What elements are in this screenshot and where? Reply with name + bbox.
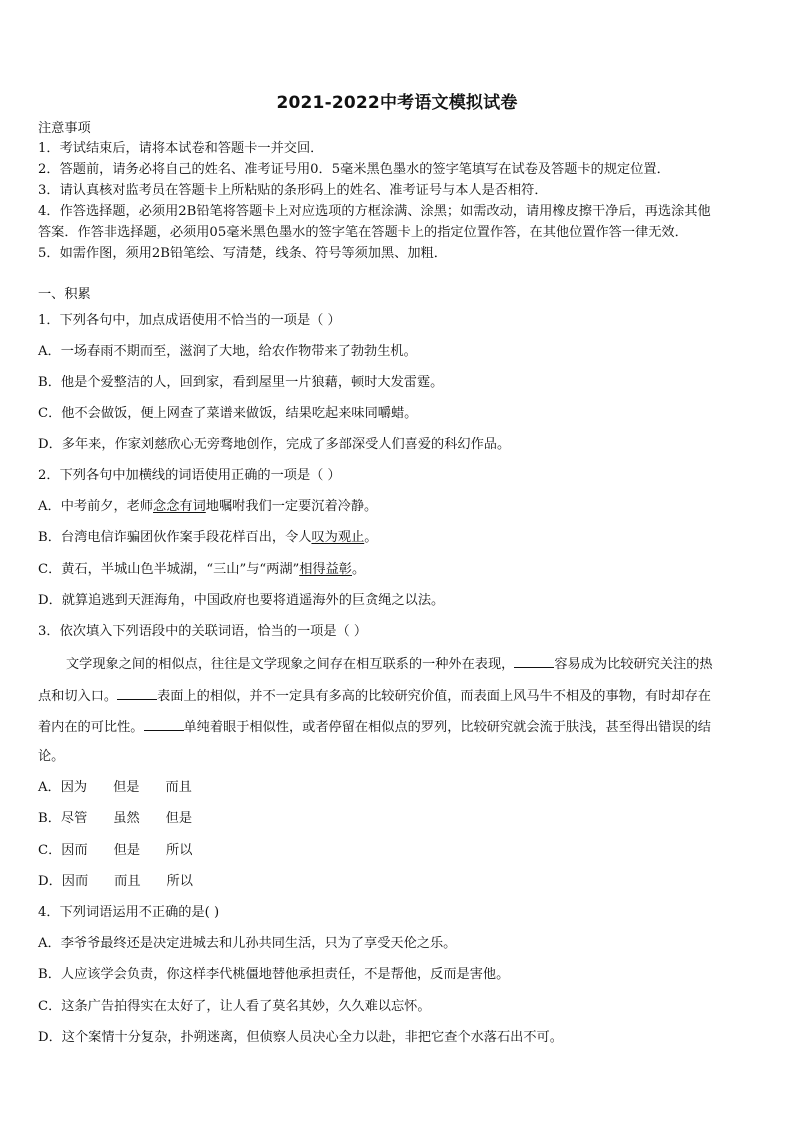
q3-p3-text-end: 单纯着眼于相似性，或者停留在相似点的罗列，比较研究就会流于肤浅，甚至得出错误的结 bbox=[183, 720, 711, 735]
q2-stem: 2．下列各句中加横线的词语使用正确的一项是（ ） bbox=[38, 468, 341, 483]
q3-p3-text: 着内在的可比性。 bbox=[38, 720, 144, 735]
q3-p2-text-end: 表面上的相似，并不一定具有多高的比较研究价值，而表面上风马牛不相及的事物，有时却存在 bbox=[157, 689, 711, 704]
q2-a-text-end: 地嘱咐我们一定要沉着冷静。 bbox=[205, 499, 378, 514]
q2-c-text: C．黄石，半城山色半城湖，“三山”与“两湖” bbox=[38, 562, 300, 577]
q3-passage-line-1 bbox=[66, 655, 713, 673]
q2-c-underlined: 相得益彰 bbox=[299, 562, 352, 577]
fill-blank-2 bbox=[117, 687, 157, 700]
q3-b-word-2: 虽然 bbox=[113, 811, 140, 826]
q3-d-word-2: 而且 bbox=[114, 874, 141, 889]
notice-item-1: 1．考试结束后，请将本试卷和答题卡一并交回． bbox=[38, 141, 324, 156]
q3-option-a bbox=[38, 780, 192, 796]
q3-passage-line-2 bbox=[38, 687, 711, 705]
q3-c-word-1: C．因而 bbox=[38, 843, 88, 858]
q3-p2-text: 点和切入口。 bbox=[38, 689, 118, 704]
q2-b-underlined: 叹为观止 bbox=[311, 530, 365, 545]
q2-option-c bbox=[38, 562, 365, 578]
q3-d-word-1: D．因而 bbox=[38, 874, 89, 889]
q3-a-word-3: 而且 bbox=[165, 780, 192, 795]
q3-option-b bbox=[38, 811, 192, 827]
q3-c-word-3: 所以 bbox=[166, 843, 193, 858]
q2-a-text: A．中考前夕，老师 bbox=[38, 499, 154, 514]
notice-item-2: 2．答题前，请务必将自己的姓名、准考证号用0．5毫米黑色墨水的签字笔填写在试卷及答题卡的规定位置． bbox=[38, 162, 670, 177]
q1-option-c: C．他不会做饭，便上网查了菜谱来做饭，结果吃起来味同嚼蜡。 bbox=[38, 406, 418, 421]
q2-option-d: D．就算追逃到天涯海角，中国政府也要将逍遥海外的巨贪绳之以法。 bbox=[38, 593, 445, 608]
q2-option-a bbox=[38, 499, 377, 515]
q2-c-text-end: 。 bbox=[352, 562, 366, 577]
q3-b-word-1: B．尽管 bbox=[38, 811, 88, 826]
q3-option-c bbox=[38, 843, 192, 859]
q3-a-word-1: A．因为 bbox=[38, 780, 88, 795]
q2-b-text: B．台湾电信诈骗团伙作案手段花样百出，令人 bbox=[38, 530, 312, 545]
notice-heading: 注意事项 bbox=[38, 121, 91, 136]
q3-p1-text-end: 容易成为比较研究关注的热 bbox=[554, 657, 713, 672]
q3-a-word-2: 但是 bbox=[113, 780, 140, 795]
notice-item-3: 3．请认真核对监考员在答题卡上所粘贴的条形码上的姓名、准考证号与本人是否相符． bbox=[38, 183, 548, 198]
q4-option-d: D．这个案情十分复杂，扑朔迷离，但侦察人员决心全力以赴，非把它查个水落石出不可。 bbox=[38, 1030, 563, 1045]
q2-b-text-end: 。 bbox=[364, 530, 378, 545]
q1-option-d: D．多年来，作家刘慈欣心无旁骛地创作，完成了多部深受人们喜爱的科幻作品。 bbox=[38, 437, 511, 452]
exam-title: 2021-2022中考语文模拟试卷 bbox=[276, 93, 518, 113]
notice-item-4: 4．作答选择题，必须用2B铅笔将答题卡上对应选项的方框涂满、涂黑；如需改动，请用橡皮擦干净后，再选涂其他 bbox=[38, 204, 711, 219]
fill-blank-1 bbox=[514, 655, 554, 668]
q3-d-word-3: 所以 bbox=[166, 874, 193, 889]
q4-option-b: B．人应该学会负责，你这样李代桃僵地替他承担责任，不是帮他，反而是害他。 bbox=[38, 967, 510, 982]
q3-stem: 3．依次填入下列语段中的关联词语，恰当的一项是（ ） bbox=[38, 624, 368, 639]
q3-passage-line-4: 论。 bbox=[38, 749, 65, 764]
notice-item-5: 5．如需作图，须用2B铅笔绘、写清楚，线条、符号等须加黑、加粗． bbox=[38, 246, 447, 261]
q4-option-c: C．这条广告拍得实在太好了，让人看了莫名其妙，久久难以忘怀。 bbox=[38, 999, 431, 1014]
q3-b-word-3: 但是 bbox=[165, 811, 193, 826]
q1-stem: 1．下列各句中，加点成语使用不恰当的一项是（ ） bbox=[38, 313, 341, 328]
q1-option-a: A．一场春雨不期而至，滋润了大地，给农作物带来了勃勃生机。 bbox=[38, 344, 417, 359]
q2-option-b bbox=[38, 530, 377, 546]
notice-item-4-cont: 答案．作答非选择题，必须用05毫米黑色墨水的签字笔在答题卡上的指定位置作答，在其他位置作答一律无效． bbox=[38, 225, 688, 240]
fill-blank-3 bbox=[144, 718, 184, 731]
q4-option-a: A．李爷爷最终还是决定进城去和儿孙共同生活，只为了享受天伦之乐。 bbox=[38, 936, 457, 951]
q3-passage-line-3 bbox=[38, 718, 711, 736]
section-heading: 一、积累 bbox=[38, 287, 91, 302]
q1-option-b: B．他是个爱整洁的人，回到家，看到屋里一片狼藉，顿时大发雷霆。 bbox=[38, 375, 444, 390]
q2-a-underlined: 念念有词 bbox=[153, 499, 206, 514]
q4-stem: 4．下列词语运用不正确的是( ) bbox=[38, 905, 220, 920]
q3-option-d bbox=[38, 874, 193, 890]
q3-p1-text: 文学现象之间的相似点，往往是文学现象之间存在相互联系的一种外在表现， bbox=[66, 657, 515, 672]
q3-c-word-2: 但是 bbox=[113, 843, 141, 858]
